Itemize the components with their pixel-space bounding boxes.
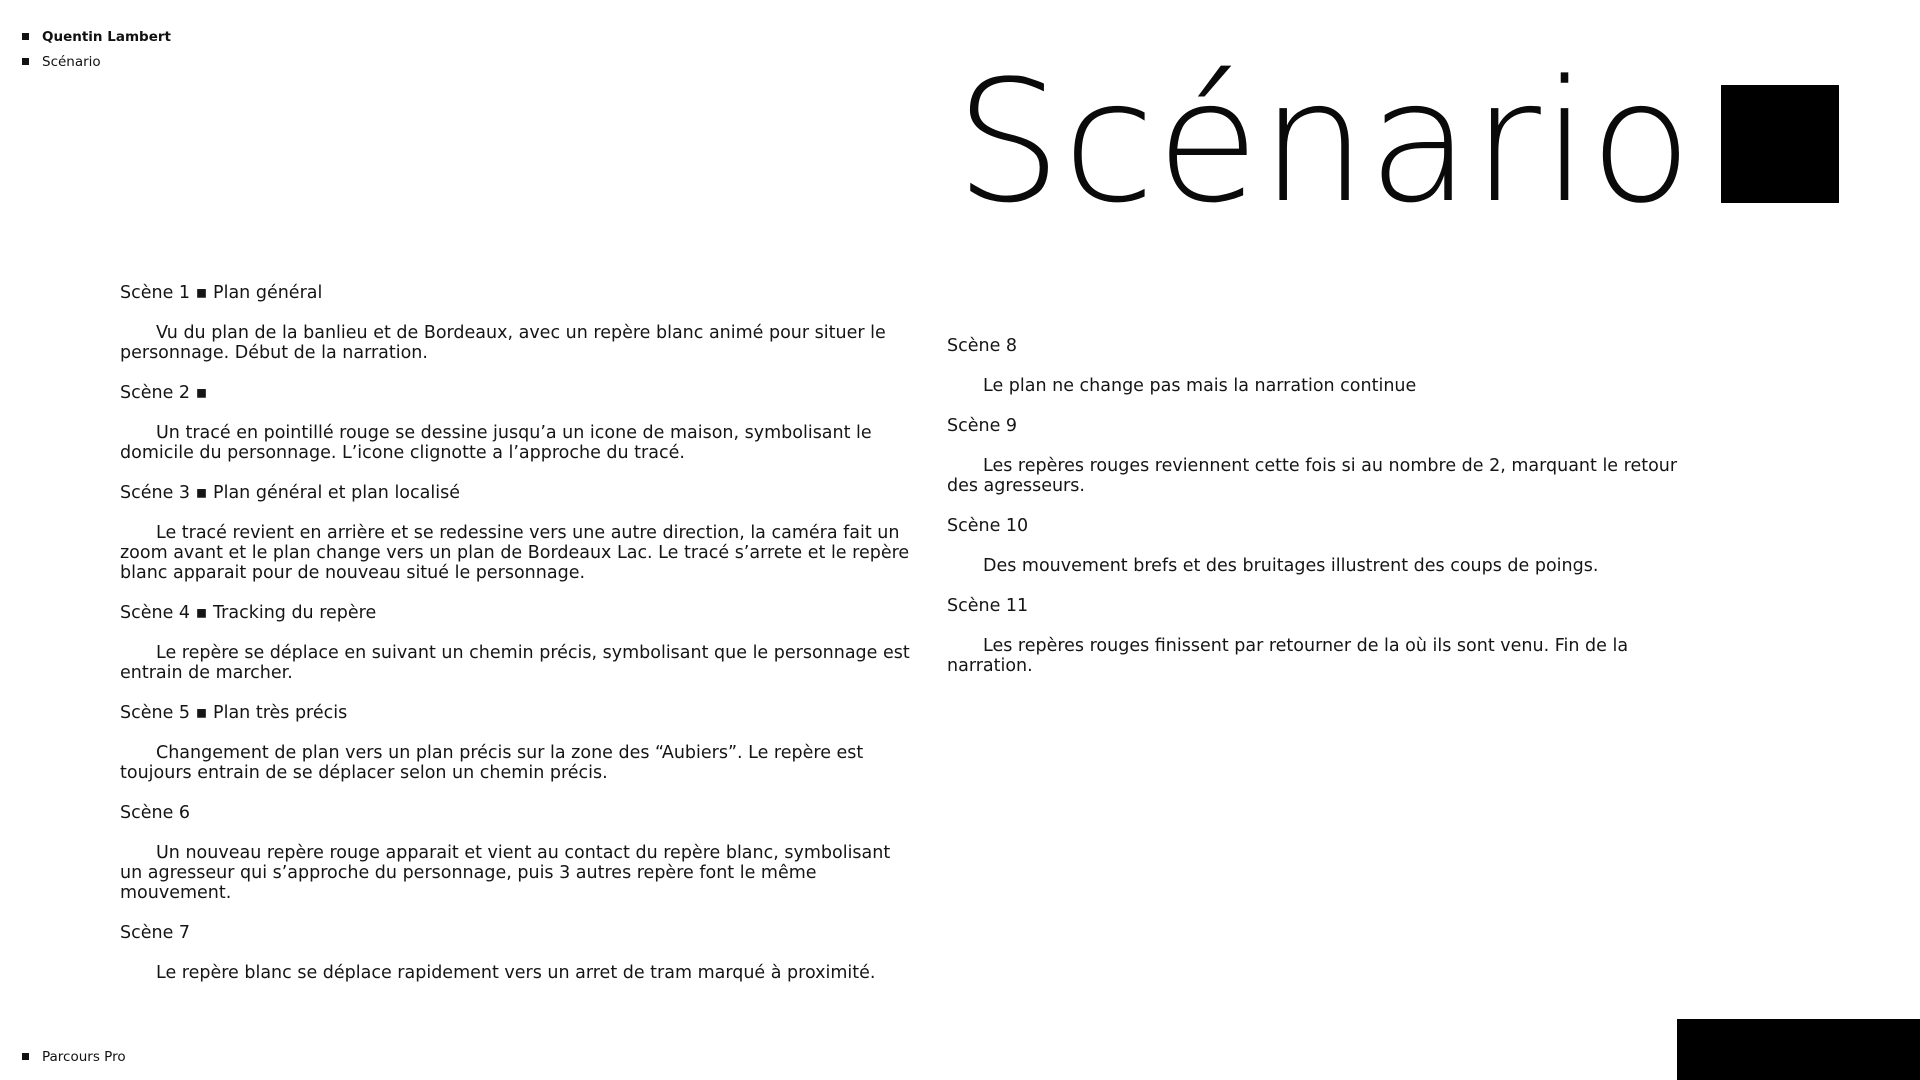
- scene-description: Des mouvement brefs et des bruitages illustrent des coups de poings.: [983, 556, 1599, 576]
- nav-item-author[interactable]: [22, 24, 171, 49]
- square-bullet-icon: [22, 58, 29, 65]
- footer-nav-item[interactable]: [22, 1044, 126, 1069]
- scene-item: [120, 923, 910, 983]
- scene-item: [947, 596, 1687, 676]
- square-bullet-icon: [22, 33, 29, 40]
- scene-description: Les repères rouges finissent par retourner de la où ils sont venu. Fin de la narration.: [947, 636, 1629, 676]
- title-block: [955, 44, 1839, 240]
- nav-item-section[interactable]: [22, 49, 171, 74]
- author-name: Quentin Lambert: [42, 28, 171, 45]
- scene-column-right: [947, 336, 1687, 696]
- scene-item: [120, 483, 910, 583]
- scene-item: [120, 383, 910, 463]
- corner-block-decoration: [1677, 1019, 1920, 1080]
- scene-item: [947, 416, 1687, 496]
- scene-item: [120, 803, 910, 903]
- footer-label: Parcours Pro: [42, 1048, 126, 1065]
- scene-description: Le repère blanc se déplace rapidement vers un arret de tram marqué à proximité.: [156, 963, 876, 983]
- scene-column-left: [120, 283, 910, 1003]
- scene-description: Les repères rouges reviennent cette fois si au nombre de 2, marquant le retour des agresseurs.: [947, 456, 1678, 496]
- scene-heading: Scéne 3 ▪ Plan général et plan localisé: [120, 483, 460, 503]
- scene-item: [120, 603, 910, 683]
- scene-heading: Scène 8: [947, 336, 1018, 356]
- scene-item: [947, 336, 1687, 396]
- scene-item: [120, 703, 910, 783]
- square-bullet-icon: [22, 1053, 29, 1060]
- scene-description: Le tracé revient en arrière et se redessine vers une autre direction, la caméra fait un zoom avant et le plan change vers un plan de Bordeaux Lac. Le tracé s’arrete et le repère blanc apparait pour de nouveau situé le personnage.: [120, 523, 910, 583]
- scene-heading: Scène 5 ▪ Plan très précis: [120, 703, 348, 723]
- scene-description: Un nouveau repère rouge apparait et vient au contact du repère blanc, symbolisant un agresseur qui s’approche du personnage, puis 3 autres repère font le même mouvement.: [120, 843, 891, 903]
- top-nav: [22, 24, 171, 74]
- section-name: Scénario: [42, 53, 101, 70]
- footer: [22, 1044, 126, 1069]
- scene-description: Le repère se déplace en suivant un chemin précis, symbolisant que le personnage est entrain de marcher.: [120, 643, 910, 683]
- scene-heading: Scène 7: [120, 923, 191, 943]
- scene-item: [120, 283, 910, 363]
- scene-heading: Scène 4 ▪ Tracking du repère: [120, 603, 377, 623]
- scene-description: Un tracé en pointillé rouge se dessine jusqu’a un icone de maison, symbolisant le domicile du personnage. L’icone clignotte a l’approche du tracé.: [120, 423, 872, 463]
- scene-description: Changement de plan vers un plan précis sur la zone des “Aubiers”. Le repère est toujours entrain de se déplacer selon un chemin précis.: [120, 743, 864, 783]
- scene-item: [947, 516, 1687, 576]
- scene-description: Vu du plan de la banlieu et de Bordeaux, avec un repère blanc animé pour situer le personnage. Début de la narration.: [120, 323, 886, 363]
- scene-heading: Scène 2 ▪: [120, 383, 208, 403]
- scene-heading: Scène 9: [947, 416, 1018, 436]
- scene-heading: Scène 11: [947, 596, 1029, 616]
- scene-heading: Scène 10: [947, 516, 1029, 536]
- title-square-decoration: [1721, 85, 1839, 203]
- scene-heading: Scène 1 ▪ Plan général: [120, 283, 323, 303]
- scene-heading: Scène 6: [120, 803, 191, 823]
- scene-description: Le plan ne change pas mais la narration continue: [983, 376, 1417, 396]
- page-title: Scénario: [955, 44, 1694, 240]
